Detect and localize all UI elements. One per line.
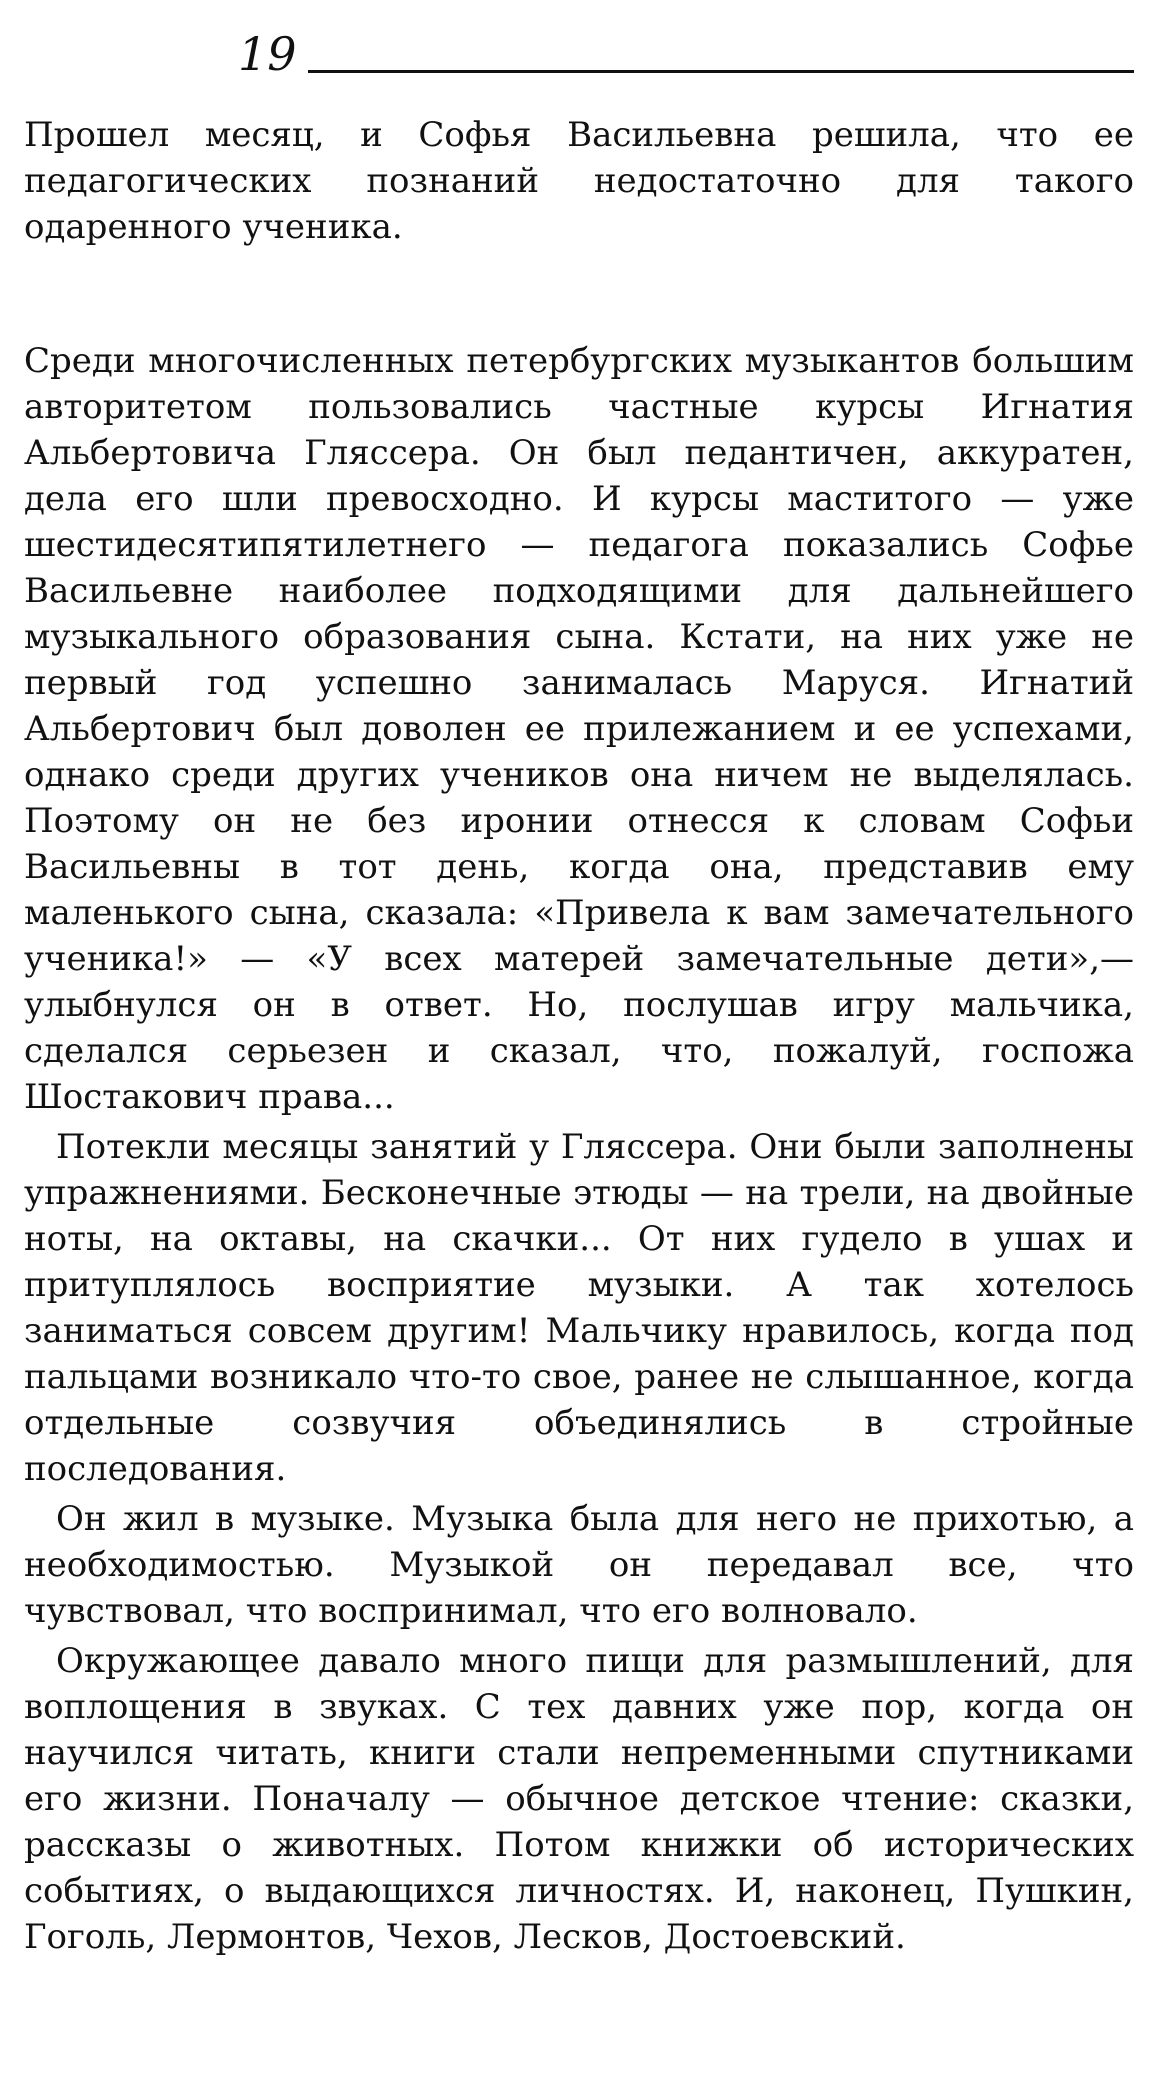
main-text-block: [24, 338, 1134, 1960]
page-number: 19: [238, 27, 297, 81]
intro-text-block: [24, 112, 1134, 250]
page-header: [238, 22, 1134, 82]
intro-paragraph: Прошел месяц, и Софья Васильевна решила, что ее педагогических познаний недостаточно для такого одаренного ученика.: [24, 115, 1134, 247]
header-rule: [308, 70, 1134, 73]
paragraph: Он жил в музыке. Музыка была для него не прихотью, а необходимостью. Музыкой он передавал все, что чувствовал, что воспринимал, что его волновало.: [24, 1499, 1134, 1631]
paragraph: Окружающее давало много пищи для размышлений, для воплощения в звуках. С тех давних уже пор, когда он научился читать, книги стали непременными спутниками его жизни. Поначалу — обычное детское чтение: сказки, рассказы о животных. Потом книжки об исторических событиях, о выдающихся личностях. И, наконец, Пушкин, Гоголь, Лермонтов, Чехов, Лесков, Достоевский.: [24, 1641, 1134, 1957]
paragraph: Среди многочисленных петербургских музыкантов большим авторитетом пользовались частные курсы Игнатия Альбертовича Гляссера. Он был педантичен, аккуратен, дела его шли превосходно. И курсы маститого — уже шестидесятипятилетнего — педагога показались Софье Васильевне наиболее подходящими для дальнейшего музыкального образования сына. Кстати, на них уже не первый год успешно занималась Маруся. Игнатий Альбертович был доволен ее прилежанием и ее успехами, однако среди других учеников она ничем не выделялась. Поэтому он не без иронии отнесся к словам Софьи Васильевны в тот день, когда она, представив ему маленького сына, сказала: «Привела к вам замечательного ученика!» — «У всех матерей замечательные дети»,— улыбнулся он в ответ. Но, послушав игру мальчика, сделался серьезен и сказал, что, пожалуй, госпожа Шостакович права...: [24, 341, 1134, 1117]
paragraph: Потекли месяцы занятий у Гляссера. Они были заполнены упражнениями. Бесконечные этюды — на трели, на двойные ноты, на октавы, на скачки... От них гудело в ушах и притуплялось восприятие музыки. А так хотелось заниматься совсем другим! Мальчику нравилось, когда под пальцами возникало что-то свое, ранее не слышанное, когда отдельные созвучия объединялись в стройные последования.: [24, 1127, 1134, 1489]
